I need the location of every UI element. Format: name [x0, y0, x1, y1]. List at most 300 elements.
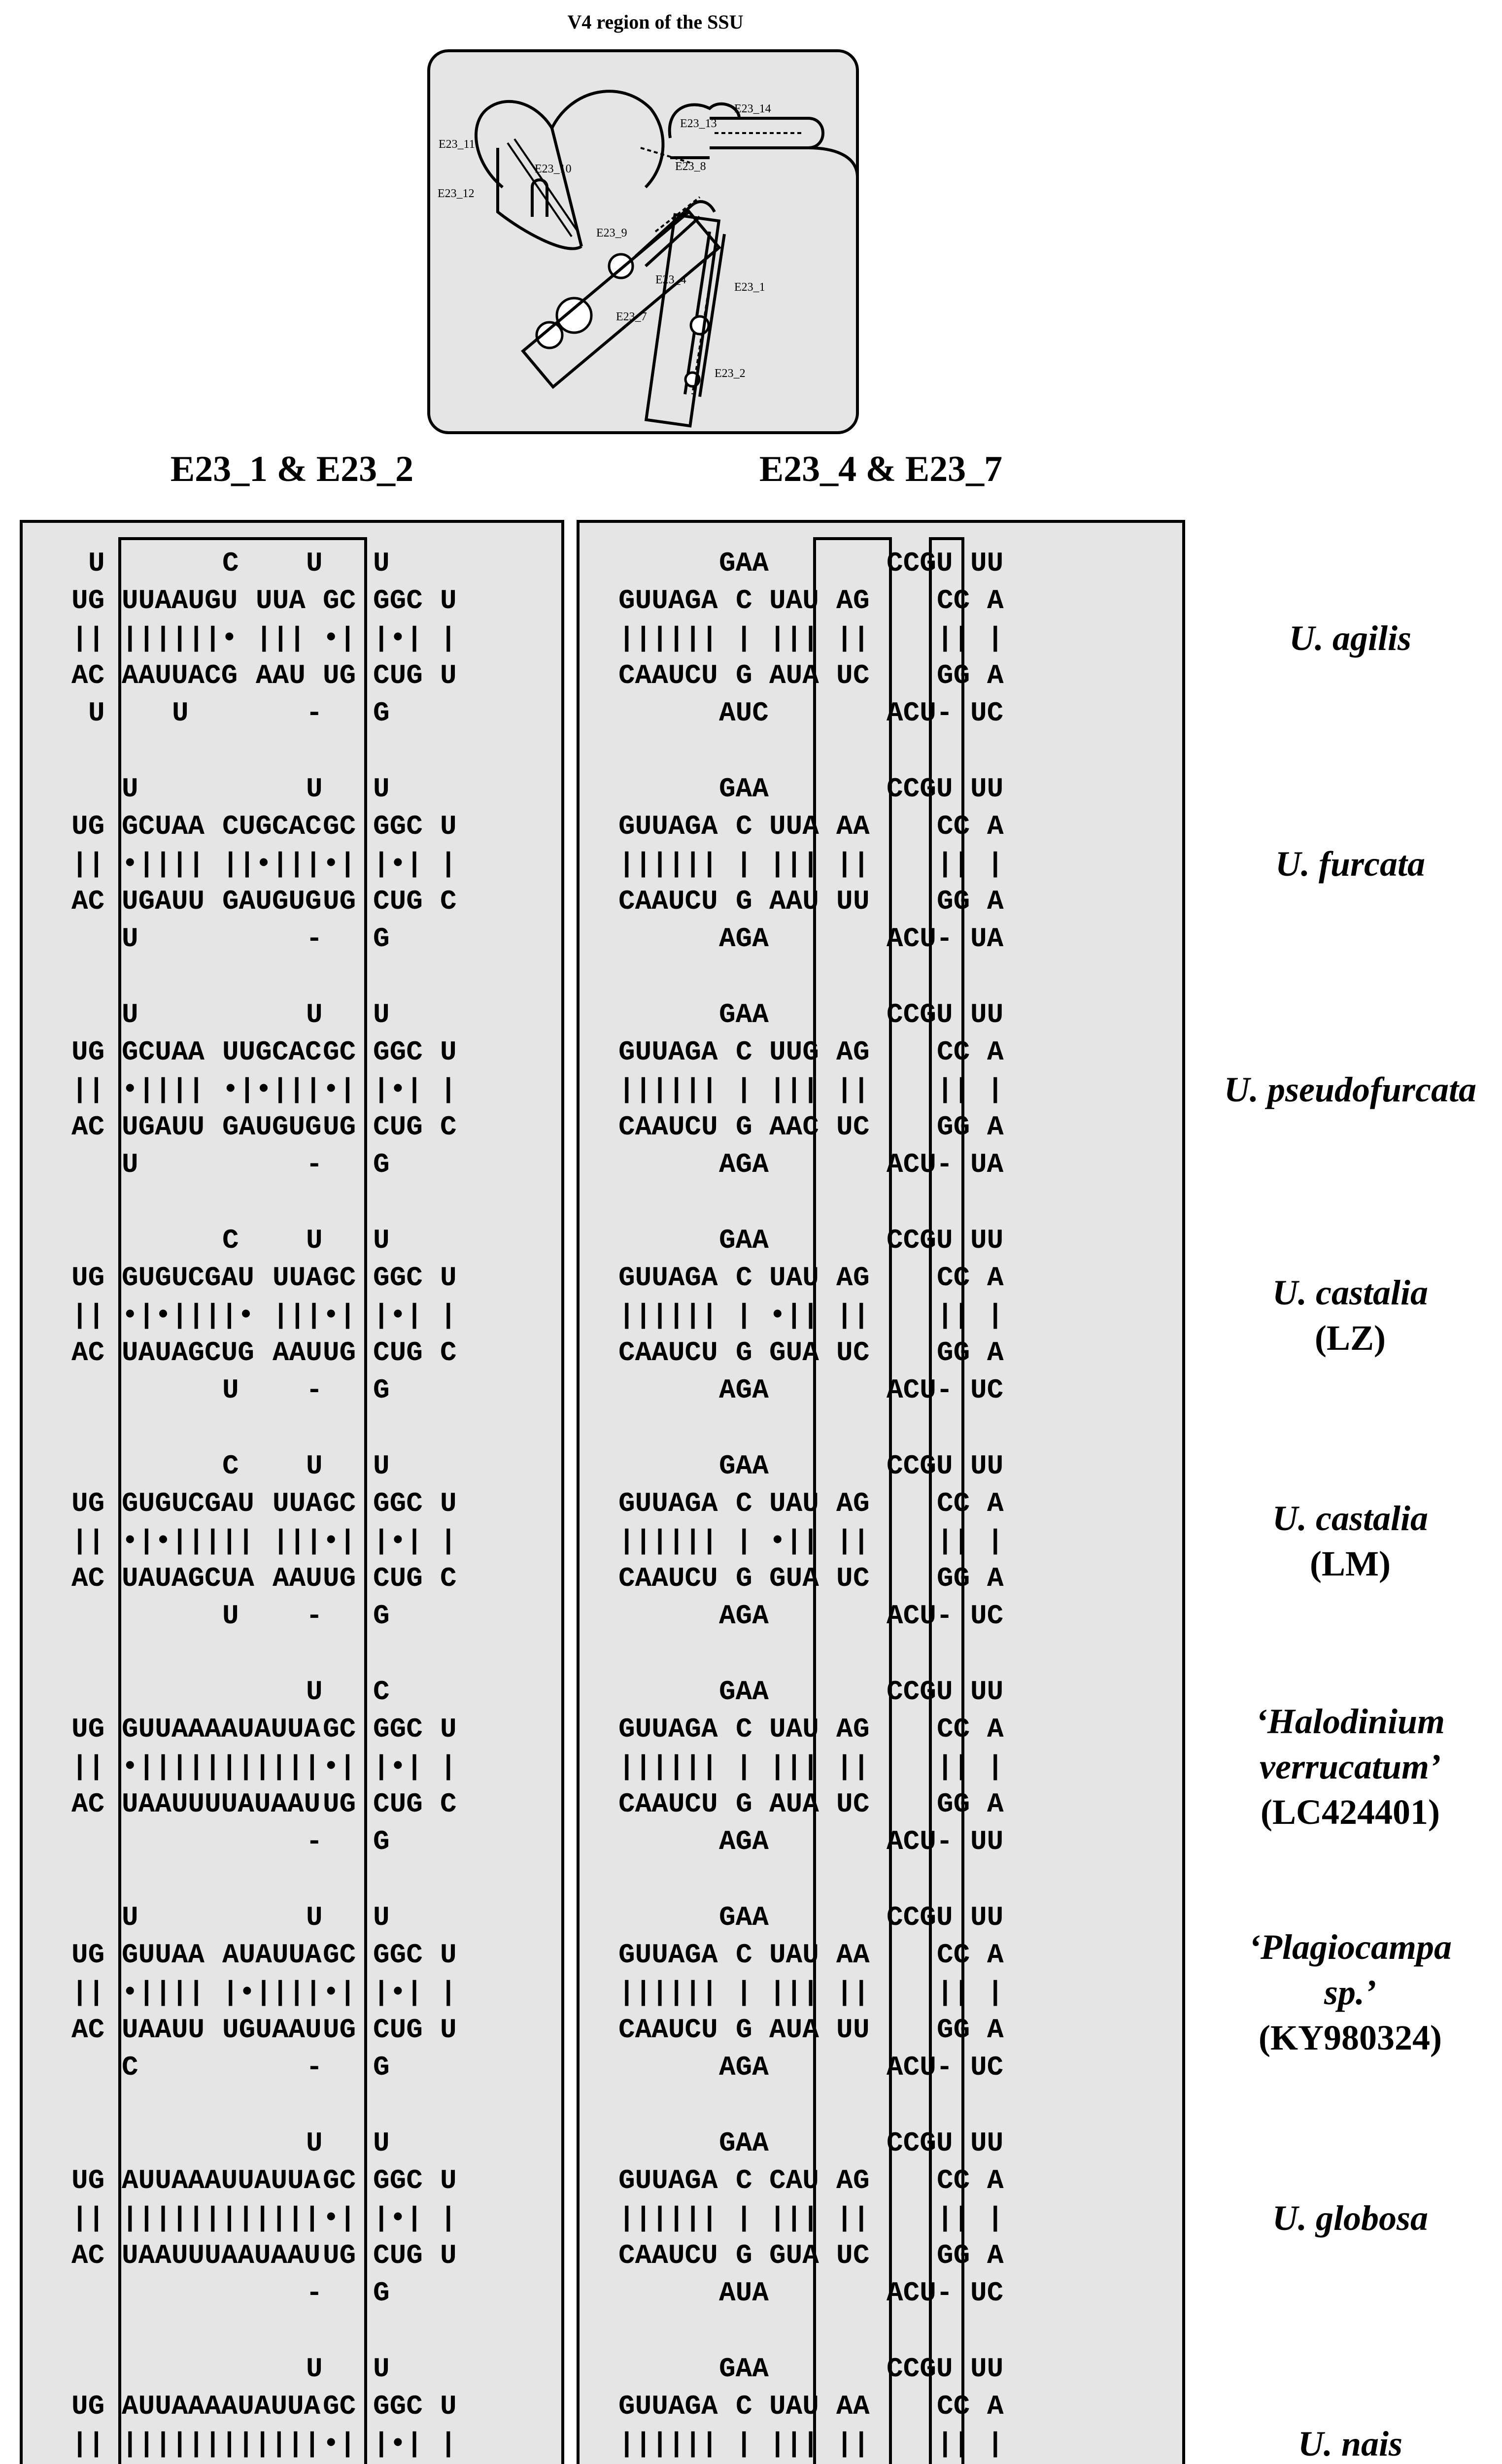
sequence-segment-left: |•| [373, 848, 423, 880]
sequence-segment-right: AUA [769, 660, 819, 691]
sequence-segment-right: A [987, 1788, 1004, 1820]
sequence-segment-left: || [71, 622, 105, 654]
sequence-segment-left: |•| [373, 2202, 423, 2234]
species-label [1202, 1699, 1498, 1835]
sequence-segment-right: | [836, 1300, 853, 1331]
sequence-segment-left: G [373, 923, 390, 955]
sequence-segment-left: CUG [373, 1337, 423, 1369]
sequence-segment-right: UU [970, 2127, 1004, 2159]
sequence-segment-right: AUA [769, 2014, 819, 2046]
sequence-segment-left: - [306, 923, 323, 955]
overview-label: E23_1 [734, 281, 765, 294]
sequence-segment-right: GAA [719, 2127, 769, 2159]
sequence-segment-right: GUUAGA [618, 1036, 718, 1068]
sequence-segment-left: UG [71, 811, 105, 842]
sequence-segment-right: A [987, 2014, 1004, 2046]
sequence-segment-right: | [736, 1300, 752, 1331]
sequence-segment-left: UAUAGCUG [122, 1337, 254, 1369]
sequence-segment-right: CC [937, 811, 970, 842]
sequence-segment-right: AGA [719, 923, 769, 955]
sequence-segment-left: •| [323, 2428, 356, 2460]
sequence-segment-right: GG [937, 886, 970, 917]
overview-label: E23_14 [734, 103, 771, 115]
sequence-segment-right: UC [970, 2277, 1004, 2309]
sequence-segment-left: UG [71, 2391, 105, 2422]
sequence-segment-left: •| [323, 1977, 356, 2008]
sequence-segment-left: •| [323, 622, 356, 654]
sequence-segment-left: UG [71, 2165, 105, 2196]
sequence-segment-right: A [987, 1036, 1004, 1068]
sequence-segment-right: CCGU [887, 2353, 953, 2385]
sequence-segment-left: U [88, 548, 105, 579]
sequence-segment-right: C [736, 2391, 752, 2422]
sequence-segment-right: ACU- [887, 1600, 953, 1632]
sequence-segment-left: U [306, 1676, 323, 1708]
sequence-segment-left: GCUAA [122, 1036, 205, 1068]
species-label-line: ‘Halodinium [1255, 1702, 1445, 1741]
sequence-segment-right: |||||| [618, 1300, 718, 1331]
sequence-segment-left: •| [323, 848, 356, 880]
sequence-segment-left: || [71, 1525, 105, 1557]
sequence-segment-left: •| [323, 1525, 356, 1557]
sequence-segment-right: AUA [719, 2277, 769, 2309]
sequence-segment-right: C [736, 1939, 752, 1971]
sequence-segment-left: CUG [373, 1111, 423, 1143]
sequence-segment-right: GUUAGA [618, 1262, 718, 1294]
sequence-segment-right: | [736, 622, 752, 654]
sequence-segment-right: UUA [769, 811, 819, 842]
sequence-segment-right: ||| [769, 848, 819, 880]
sequence-segment-right: A [836, 1262, 853, 1294]
species-label-line: U. furcata [1275, 844, 1425, 884]
sequence-segment-right: UU [970, 548, 1004, 579]
sequence-segment-left: U [440, 1939, 457, 1971]
species-label-line: U. globosa [1272, 2198, 1429, 2238]
sequence-segment-right: CCGU [887, 548, 953, 579]
sequence-segment-left: GC [323, 1036, 356, 1068]
sequence-segment-left: G [373, 1600, 390, 1632]
sequence-segment-left: UG [323, 2240, 356, 2271]
sequence-segment-left: GGC [373, 1036, 423, 1068]
sequence-segment-right: | [836, 2202, 853, 2234]
sequence-segment-right: CAAUCU [618, 1111, 718, 1143]
sequence-segment-left: C [222, 548, 239, 579]
sequence-segment-right: | [836, 2428, 853, 2460]
sequence-segment-left: C [222, 1450, 239, 1482]
sequence-segment-left: U [222, 1600, 239, 1632]
sequence-segment-right: UU [970, 1225, 1004, 1256]
sequence-segment-right: GAA [719, 1902, 769, 1933]
sequence-segment-left: U [440, 811, 457, 842]
sequence-segment-right: A [987, 811, 1004, 842]
sequence-segment-left: U [440, 2391, 457, 2422]
sequence-segment-left: G [373, 2052, 390, 2083]
sequence-segment-left: U [440, 2165, 457, 2196]
sequence-segment-right: CCGU [887, 999, 953, 1030]
sequence-segment-left: UUA [273, 1262, 322, 1294]
sequence-segment-right: || [937, 2202, 970, 2234]
sequence-segment-left: UAUAGCUA [122, 1563, 254, 1594]
sequence-segment-left: UUAAUGU [122, 585, 238, 616]
sequence-segment-left: C [440, 1788, 457, 1820]
sequence-segment-left: UG [71, 1713, 105, 1745]
sequence-segment-left: G [373, 2277, 390, 2309]
sequence-segment-right: | [853, 1977, 870, 2008]
sequence-segment-right: | [853, 1525, 870, 1557]
sequence-segment-left: |•| [373, 1074, 423, 1105]
sequence-segment-left: GGC [373, 1262, 423, 1294]
sequence-segment-left: || [71, 1751, 105, 1782]
sequence-segment-left: G [373, 1374, 390, 1406]
sequence-segment-right: GUUAGA [618, 2165, 718, 2196]
sequence-segment-right: UAU [769, 1939, 819, 1971]
sequence-segment-left: GGC [373, 2391, 423, 2422]
sequence-segment-right: CAAUCU [618, 660, 718, 691]
sequence-segment-left: GC [323, 1262, 356, 1294]
sequence-segment-left: •|•||| [222, 1074, 322, 1105]
sequence-segment-right: | [736, 1074, 752, 1105]
sequence-segment-right: UU [970, 1450, 1004, 1482]
sequence-segment-right: AGA [719, 1826, 769, 1857]
sequence-segment-left: |•|||| [222, 1977, 322, 2008]
sequence-segment-left: AAUUACG [122, 660, 238, 691]
sequence-segment-right: AGA [719, 1600, 769, 1632]
sequence-segment-left: ||| [273, 1525, 322, 1557]
sequence-segment-left: C [122, 2052, 138, 2083]
sequence-segment-right: CCGU [887, 1225, 953, 1256]
sequence-segment-right: A [987, 1111, 1004, 1143]
sequence-segment-left: GGC [373, 2165, 423, 2196]
species-label [1202, 1924, 1498, 2060]
sequence-segment-right: | [736, 848, 752, 880]
sequence-segment-right: GAA [719, 2353, 769, 2385]
sequence-segment-right: | [853, 2428, 870, 2460]
sequence-segment-left: G [373, 1826, 390, 1857]
sequence-segment-left: GC [323, 585, 356, 616]
sequence-segment-left: AUUAAAAUAUUA [122, 2391, 321, 2422]
sequence-segment-right: | [987, 2428, 1004, 2460]
sequence-segment-right: CAAUCU [618, 886, 718, 917]
sequence-segment-right: U [836, 1337, 853, 1369]
sequence-segment-right: ||| [769, 1751, 819, 1782]
sequence-segment-right: CAAUCU [618, 1563, 718, 1594]
sequence-segment-left: CUG [373, 2014, 423, 2046]
sequence-segment-left: UAAUU [122, 2014, 205, 2046]
sequence-segment-right: || [937, 1977, 970, 2008]
sequence-segment-left: GC [323, 2391, 356, 2422]
sequence-segment-right: U [836, 1111, 853, 1143]
sequence-segment-right: UU [970, 1826, 1004, 1857]
sequence-segment-left: UGUAAU [222, 2014, 322, 2046]
sequence-segment-left: U [306, 999, 323, 1030]
sequence-segment-left: C [373, 1676, 390, 1708]
sequence-segment-right: C [853, 1111, 870, 1143]
sequence-segment-left: || [71, 2428, 105, 2460]
sequence-segment-left: UG [323, 1337, 356, 1369]
sequence-segment-right: GUUAGA [618, 2391, 718, 2422]
sequence-segment-right: UC [970, 2052, 1004, 2083]
sequence-segment-right: UUG [769, 1036, 819, 1068]
sequence-segment-right: |||||| [618, 1525, 718, 1557]
sequence-segment-left: - [306, 2052, 323, 2083]
sequence-segment-left: U [122, 1902, 138, 1933]
sequence-segment-right: |||||| [618, 1074, 718, 1105]
sequence-segment-left: •|•||||| [122, 1525, 254, 1557]
sequence-segment-right: GUUAGA [618, 811, 718, 842]
overview-label: E23_10 [535, 163, 572, 175]
sequence-segment-right: U [836, 1563, 853, 1594]
sequence-segment-right: G [736, 2014, 752, 2046]
sequence-segment-left: UAAUUUAAUAAU [122, 2240, 321, 2271]
sequence-segment-right: UU [970, 1676, 1004, 1708]
sequence-segment-right: C [736, 1488, 752, 1519]
sequence-segment-left: | [440, 1977, 457, 2008]
sequence-segment-right: G [736, 660, 752, 691]
sequence-segment-right: || [937, 622, 970, 654]
sequence-segment-right: CAAUCU [618, 1788, 718, 1820]
sequence-segment-left: GGC [373, 585, 423, 616]
sequence-segment-right: | [987, 622, 1004, 654]
sequence-segment-right: || [937, 1074, 970, 1105]
species-label-line: ‘Plagiocampa [1249, 1927, 1452, 1967]
sequence-segment-left: AUUAAAUUAUUA [122, 2165, 321, 2196]
sequence-segment-left: |•| [373, 2428, 423, 2460]
sequence-segment-right: CC [937, 1488, 970, 1519]
sequence-segment-left: U [122, 999, 138, 1030]
sequence-segment-right: | [987, 1977, 1004, 2008]
sequence-segment-right: U [836, 1788, 853, 1820]
sequence-segment-right: G [736, 886, 752, 917]
sequence-segment-left: U [222, 1374, 239, 1406]
sequence-segment-left: GGC [373, 1713, 423, 1745]
heading-left: E23_1 & E23_2 [170, 449, 414, 489]
sequence-segment-left: | [440, 1300, 457, 1331]
sequence-segment-right: ||| [769, 2428, 819, 2460]
sequence-segment-right: C [853, 1337, 870, 1369]
sequence-segment-right: UAU [769, 1262, 819, 1294]
overview-label: E23_12 [438, 187, 475, 200]
sequence-segment-left: UG [323, 1563, 356, 1594]
sequence-segment-left: UUA [256, 585, 306, 616]
sequence-segment-right: UA [970, 1149, 1004, 1180]
sequence-segment-right: G [736, 2240, 752, 2271]
sequence-segment-right: U [836, 886, 853, 917]
sequence-segment-left: •|||| [122, 1074, 205, 1105]
sequence-segment-right: CC [937, 1939, 970, 1971]
sequence-segment-right: ACU- [887, 1374, 953, 1406]
sequence-segment-left: || [71, 1074, 105, 1105]
sequence-segment-left: U [122, 1149, 138, 1180]
sequence-segment-left: GCUAA [122, 811, 205, 842]
sequence-segment-right: G [736, 1111, 752, 1143]
species-label [1202, 616, 1498, 661]
sequence-segment-right: GG [937, 2240, 970, 2271]
sequence-segment-left: U [122, 773, 138, 805]
sequence-segment-right: A [987, 1488, 1004, 1519]
sequence-segment-left: UG [323, 1111, 356, 1143]
sequence-segment-left: CUGCAC [222, 811, 322, 842]
sequence-segment-right: ACU- [887, 1149, 953, 1180]
sequence-segment-right: U [853, 886, 870, 917]
sequence-segment-right: G [853, 2165, 870, 2196]
sequence-segment-right: GAA [719, 773, 769, 805]
sequence-segment-left: | [440, 2428, 457, 2460]
sequence-segment-left: U [440, 585, 457, 616]
sequence-segment-left: - [306, 1600, 323, 1632]
sequence-segment-left: U [440, 660, 457, 691]
sequence-segment-left: || [71, 2202, 105, 2234]
sequence-segment-left: AAU [273, 1563, 322, 1594]
sequence-segment-right: || [937, 2428, 970, 2460]
sequence-segment-left: UUGCAC [222, 1036, 322, 1068]
sequence-segment-left: |•| [373, 1525, 423, 1557]
sequence-segment-left: C [440, 1337, 457, 1369]
sequence-segment-right: | [736, 1751, 752, 1782]
sequence-segment-right: UA [970, 923, 1004, 955]
sequence-segment-right: GAA [719, 1676, 769, 1708]
sequence-segment-left: U [373, 1450, 390, 1482]
sequence-segment-right: C [736, 1036, 752, 1068]
sequence-segment-left: UAAUUUUAUAAU [122, 1788, 321, 1820]
sequence-segment-left: GGC [373, 811, 423, 842]
species-label-line: U. agilis [1289, 618, 1412, 658]
sequence-segment-right: |||||| [618, 622, 718, 654]
sequence-segment-right: C [853, 2240, 870, 2271]
sequence-segment-right: | [836, 622, 853, 654]
species-label [1202, 2195, 1498, 2241]
sequence-segment-right: UC [970, 1374, 1004, 1406]
species-label-line: U. castalia [1272, 1499, 1428, 1538]
overview-label: E23_9 [596, 227, 627, 240]
sequence-segment-right: •|| [769, 1525, 819, 1557]
sequence-segment-right: GG [937, 1563, 970, 1594]
sequence-segment-left: | [440, 622, 457, 654]
sequence-segment-right: GG [937, 660, 970, 691]
species-label-line: U. castalia [1272, 1273, 1428, 1312]
sequence-segment-right: C [853, 1563, 870, 1594]
sequence-segment-right: CCGU [887, 2127, 953, 2159]
sequence-segment-right: | [987, 848, 1004, 880]
sequence-segment-right: ACU- [887, 2277, 953, 2309]
sequence-segment-right: UAU [769, 585, 819, 616]
sequence-segment-right: UU [970, 773, 1004, 805]
sequence-segment-left: ||| [273, 1300, 322, 1331]
sequence-segment-left: •| [323, 1300, 356, 1331]
species-label-line: (LC424401) [1261, 1792, 1440, 1832]
sequence-segment-right: •|| [769, 1300, 819, 1331]
sequence-segment-right: GUUAGA [618, 585, 718, 616]
sequence-segment-right: CAAUCU [618, 1337, 718, 1369]
sequence-segment-left: AC [71, 2014, 105, 2046]
sequence-segment-right: CC [937, 1036, 970, 1068]
sequence-segment-left: | [440, 848, 457, 880]
sequence-segment-left: U [373, 773, 390, 805]
sequence-segment-right: | [836, 1751, 853, 1782]
sequence-segment-left: U [373, 999, 390, 1030]
sequence-segment-right: C [736, 2165, 752, 2196]
sequence-segment-left: ||| [256, 622, 306, 654]
sequence-segment-left: AC [71, 1788, 105, 1820]
sequence-segment-left: U [440, 1488, 457, 1519]
sequence-segment-left: U [440, 2014, 457, 2046]
overview-label: E23_11 [439, 138, 475, 151]
sequence-segment-left: C [440, 1563, 457, 1594]
sequence-segment-left: U [440, 2240, 457, 2271]
sequence-segment-right: CCGU [887, 1450, 953, 1482]
species-label-line: (KY980324) [1259, 2018, 1442, 2057]
sequence-segment-right: AUA [769, 1788, 819, 1820]
sequence-segment-right: A [836, 585, 853, 616]
sequence-segment-left: U [306, 2127, 323, 2159]
sequence-segment-left: •| [323, 2202, 356, 2234]
sequence-segment-right: A [987, 1713, 1004, 1745]
sequence-segment-right: UAU [769, 2391, 819, 2422]
sequence-segment-right: A [987, 2165, 1004, 2196]
sequence-segment-right: |||||| [618, 2202, 718, 2234]
sequence-segment-left: - [306, 1149, 323, 1180]
species-label [1202, 841, 1498, 887]
sequence-segment-right: A [987, 2240, 1004, 2271]
sequence-segment-left: U [306, 1225, 323, 1256]
sequence-segment-left: - [306, 1374, 323, 1406]
species-label-line: sp.’ [1324, 1973, 1376, 2012]
sequence-segment-left: GUUAA [122, 1939, 205, 1971]
sequence-segment-right: ||| [769, 1074, 819, 1105]
sequence-segment-left: U [373, 548, 390, 579]
sequence-segment-left: AC [71, 1337, 105, 1369]
sequence-segment-right: A [836, 1488, 853, 1519]
sequence-segment-right: C [736, 1262, 752, 1294]
sequence-segment-left: - [306, 697, 323, 729]
sequence-segment-right: | [853, 622, 870, 654]
species-label-line: (LM) [1310, 1544, 1391, 1583]
sequence-segment-right: A [836, 1939, 853, 1971]
sequence-segment-left: U [122, 923, 138, 955]
sequence-segment-right: CC [937, 2165, 970, 2196]
sequence-segment-right: || [937, 1525, 970, 1557]
sequence-segment-right: A [987, 2391, 1004, 2422]
sequence-segment-left: CUG [373, 660, 423, 691]
sequence-segment-right: U [836, 660, 853, 691]
sequence-segment-right: GUA [769, 2240, 819, 2271]
sequence-segment-left: AAU [256, 660, 306, 691]
sequence-segment-left: U [373, 1225, 390, 1256]
species-label-line: U. pseudofurcata [1224, 1070, 1476, 1109]
sequence-segment-left: | [440, 2202, 457, 2234]
sequence-segment-left: GC [323, 2165, 356, 2196]
sequence-segment-left: ||||||• [122, 622, 238, 654]
sequence-segment-left: U [440, 1713, 457, 1745]
sequence-segment-left: U [306, 548, 323, 579]
sequence-segment-left: || [71, 1300, 105, 1331]
sequence-segment-left: U [440, 1262, 457, 1294]
sequence-segment-right: A [836, 2391, 853, 2422]
sequence-segment-left: •||||||||||| [122, 1751, 321, 1782]
sequence-segment-right: A [987, 1939, 1004, 1971]
sequence-segment-right: U [836, 2240, 853, 2271]
sequence-segment-right: G [853, 1036, 870, 1068]
sequence-segment-right: ACU- [887, 2052, 953, 2083]
sequence-segment-left: GC [323, 1488, 356, 1519]
sequence-segment-left: |•| [373, 1300, 423, 1331]
sequence-segment-left: GAUGUG [222, 886, 322, 917]
sequence-segment-left: GUUAAAAUAUUA [122, 1713, 321, 1745]
overview-frame [429, 51, 857, 433]
sequence-segment-left: GC [323, 811, 356, 842]
sequence-segment-left: | [440, 1751, 457, 1782]
sequence-segment-right: AUC [719, 697, 769, 729]
overview-label: E23_8 [675, 160, 706, 173]
